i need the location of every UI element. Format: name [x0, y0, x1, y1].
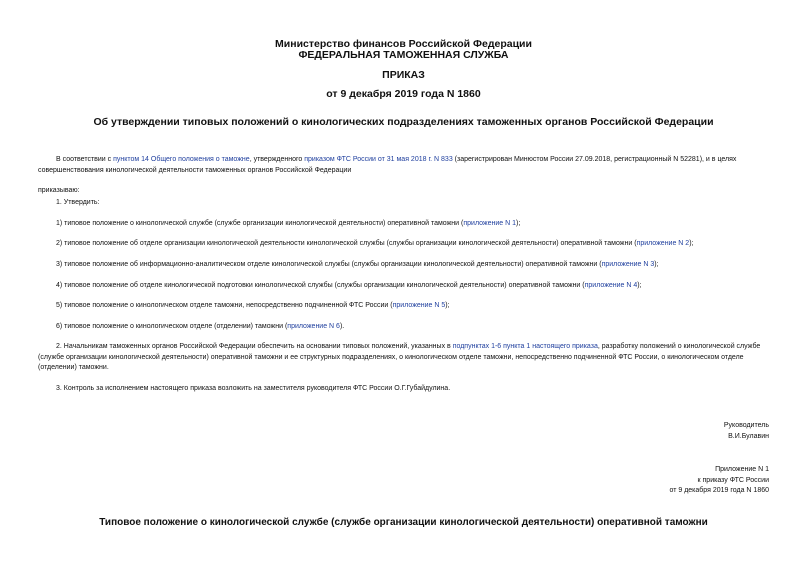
preamble-text-1: В соответствии с: [56, 156, 114, 163]
appendix-line-2: к приказу ФТС России: [697, 476, 769, 484]
order-word: приказываю:: [38, 187, 80, 194]
subitem-1: 1) типовое положение о кинологической службе (службе организации кинологической деятельности) оперативной таможни (приложение N 1);: [56, 220, 521, 227]
link-fts-order-833[interactable]: приказом ФТС России от 31 мая 2018 г. N 833: [304, 156, 453, 163]
link-appendix-4[interactable]: приложение N 4: [584, 282, 638, 289]
appendix-block: [669, 465, 769, 497]
link-appendix-3[interactable]: приложение N 3: [601, 261, 655, 268]
item-2: 2. Начальникам таможенных органов Российской Федерации обеспечить на основании типовых положений, указанных в подпунктах 1-6 пункта 1 настоящего приказа, разработку положений о кинологической службе (службе организации кинологической деятельности) оперативной таможни и ее структурных подразделениях, о кинологическом отделе таможни, непосредственно подчиненной ФТС России, о кинологическом отделе (отделении) таможни.: [38, 343, 761, 371]
preamble-text-3: (зарегистрирован Минюстом России 27.09.2018, регистрационный N 52281), и в целях совершенствования кинологической деятельности таможенных органов Российской Федерации: [38, 156, 737, 174]
item-3: 3. Контроль за исполнением настоящего приказа возложить на заместителя руководителя ФТС России О.Г.Губайдулина.: [56, 385, 451, 392]
appendix-line-1: Приложение N 1: [715, 466, 769, 473]
link-subitems-1-6[interactable]: подпунктах 1-6 пункта 1 настоящего приказа: [452, 343, 598, 350]
subitem-2: 2) типовое положение об отделе организации кинологической деятельности кинологической службы (службы организации кинологической деятельности) оперативной таможни (приложение N 2);: [56, 240, 694, 247]
subitem-3: 3) типовое положение об информационно-аналитическом отделе кинологической службы (службы организации кинологической деятельности) оперативной таможни (приложение N 3);: [56, 261, 659, 268]
signature-block: [724, 421, 769, 442]
subitem-5: 5) типовое положение о кинологическом отделе таможни, непосредственно подчиненной ФТС России (приложение N 5);: [56, 302, 450, 309]
link-appendix-6[interactable]: приложение N 6: [287, 323, 340, 330]
link-appendix-5[interactable]: приложение N 5: [392, 302, 446, 309]
service-heading: ФЕДЕРАЛЬНАЯ ТАМОЖЕННАЯ СЛУЖБА: [298, 49, 509, 61]
link-appendix-1[interactable]: приложение N 1: [463, 220, 517, 227]
document-title: Об утверждении типовых положений о кинологических подразделениях таможенных органов Российской Федерации: [93, 116, 714, 128]
subitem-4: 4) типовое положение об отделе кинологической подготовки кинологической службы (службы организации кинологической деятельности) оперативной таможни (приложение N 4);: [56, 282, 642, 289]
ministry-heading: Министерство финансов Российской Федерации: [275, 38, 532, 50]
doc-type-heading: ПРИКАЗ: [382, 69, 425, 81]
link-appendix-2[interactable]: приложение N 2: [636, 240, 690, 247]
signature-role: Руководитель: [723, 422, 769, 429]
appendix-line-3: от 9 декабря 2019 года N 1860: [669, 487, 769, 494]
appendix-title: Типовое положение о кинологической службе (службе организации кинологической деятельности) оперативной таможни: [99, 517, 708, 528]
preamble-text-2: , утвержденного: [249, 156, 305, 163]
subitem-6: 6) типовое положение о кинологическом отделе (отделении) таможни (приложение N 6).: [56, 323, 345, 330]
doc-date-number: от 9 декабря 2019 года N 1860: [326, 88, 481, 100]
item-1: 1. Утвердить:: [56, 199, 100, 206]
signature-name: В.И.Булавин: [728, 432, 769, 440]
preamble-paragraph: [38, 155, 772, 176]
link-general-provision[interactable]: пунктом 14 Общего положения о таможне: [113, 156, 250, 163]
